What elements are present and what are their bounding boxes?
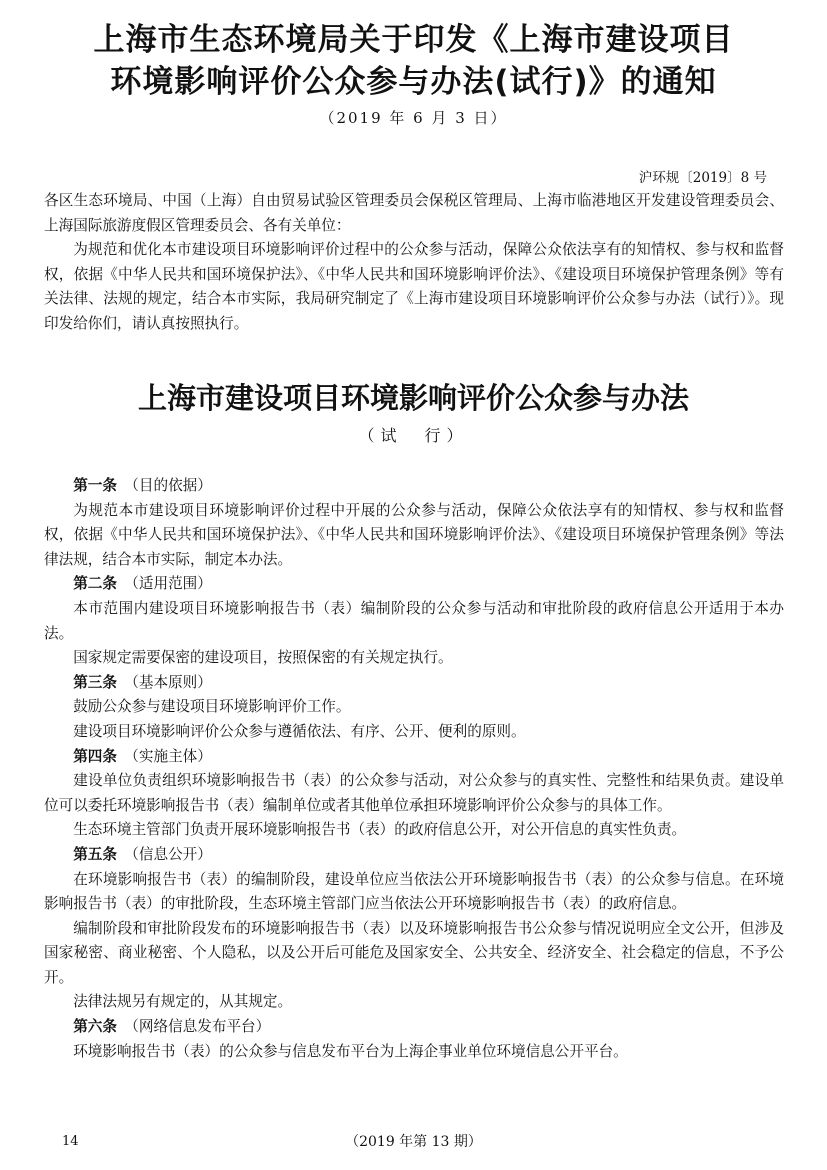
article-5-paragraph: 编制阶段和审批阶段发布的环境影响报告书（表）以及环境影响报告书公众参与情况说明应全文公开，但涉及国家秘密、商业秘密、个人隐私，以及公开后可能危及国家安全、公共安全、经济安全、社会稳定的信息，不予公开。 [44, 919, 784, 986]
article-6-heading [44, 1015, 784, 1040]
article-number: 第二条 [73, 575, 117, 593]
article-topic: （适用范围） [131, 575, 212, 593]
article-5-paragraph: 法律法规另有规定的，从其规定。 [73, 993, 293, 1011]
article-1-heading [44, 474, 784, 499]
article-6-paragraph: 环境影响报告书（表）的公众参与信息发布平台为上海企事业单位环境信息公开平台。 [73, 1042, 628, 1060]
article-number: 第一条 [73, 477, 117, 494]
measures-text [44, 474, 784, 1064]
article-4-paragraph: 生态环境主管部门负责开展环境影响报告书（表）的政府信息公开，对公开信息的真实性负责。 [73, 821, 687, 839]
article-5-heading [44, 843, 784, 868]
article-5-paragraph: 在环境影响报告书（表）的编制阶段，建设单位应当依法公开环境影响报告书（表）的公众参与信息。在环境影响报告书（表）的审批阶段，生态环境主管部门应当依法公开环境影响报告书（表）的政府信息。 [44, 870, 784, 913]
page-number: 14 [62, 1134, 79, 1149]
notice-title-line-2: 环境影响评价公众参与办法(试行)》的通知 [110, 64, 717, 100]
issue-number: （2019 年第 13 期） [345, 1134, 482, 1150]
article-1-paragraph: 为规范本市建设项目环境影响评价过程中开展的公众参与活动，保障公众依法享有的知情权、参与权和监督权，依据《中华人民共和国环境保护法》、《中华人民共和国环境影响评价法》、《建设项目环境保护管理条例》等法律法规，结合本市实际，制定本办法。 [44, 501, 784, 568]
notice-body: 为规范和优化本市建设项目环境影响评价过程中的公众参与活动，保障公众依法享有的知情权、参与权和监督权，依据《中华人民共和国环境保护法》、《中华人民共和国环境影响评价法》、《建设项目环境保护管理条例》等有关法律、法规的规定，结合本市实际，我局研究制定了《上海市建设项目环境影响评价公众参与办法（试行）》。现印发给你们，请认真按照执行。 [44, 241, 784, 332]
article-topic: （网络信息发布平台） [131, 1018, 271, 1036]
article-topic: （信息公开） [131, 845, 212, 863]
article-3-paragraph: 建设项目环境影响评价公众参与遵循依法、有序、公开、便利的原则。 [73, 722, 526, 740]
notice-text [44, 189, 784, 337]
article-4-heading [44, 745, 784, 770]
article-topic: （基本原则） [131, 673, 212, 691]
notice-title-line-1: 上海市生态环境局关于印发《上海市建设项目 [93, 22, 734, 58]
article-number: 第六条 [73, 1018, 117, 1036]
article-2-paragraph: 国家规定需要保密的建设项目，按照保密的有关规定执行。 [73, 649, 453, 667]
article-number: 第四条 [73, 747, 117, 765]
issue-date: （2019 年 6 月 3 日） [319, 109, 508, 127]
article-3-paragraph: 鼓励公众参与建设项目环境影响评价工作。 [73, 698, 351, 716]
article-4-paragraph: 建设单位负责组织环境影响报告书（表）的公众参与活动，对公众参与的真实性、完整性和结果负责。建设单位可以委托环境影响报告书（表）编制单位或者其他单位承担环境影响评价公众参与的具体工作。 [44, 772, 784, 814]
article-3-heading [44, 671, 784, 696]
article-number: 第五条 [73, 845, 117, 863]
measures-subtitle: （试 行） [358, 426, 469, 445]
article-2-paragraph: 本市范围内建设项目环境影响报告书（表）编制阶段的公众参与活动和审批阶段的政府信息公开适用于本办法。 [44, 599, 784, 642]
measures-title: 上海市建设项目环境影响评价公众参与办法 [137, 381, 689, 415]
article-topic: （实施主体） [131, 747, 212, 765]
document-number: 沪环规〔2019〕8 号 [638, 170, 767, 186]
notice-addressees: 各区生态环境局、中国（上海）自由贸易试验区管理委员会保税区管理局、上海市临港地区开发建设管理委员会、上海国际旅游度假区管理委员会、各有关单位： [44, 192, 784, 234]
article-number: 第三条 [73, 673, 117, 691]
article-topic: （目的依据） [131, 477, 212, 494]
article-2-heading [44, 572, 784, 597]
